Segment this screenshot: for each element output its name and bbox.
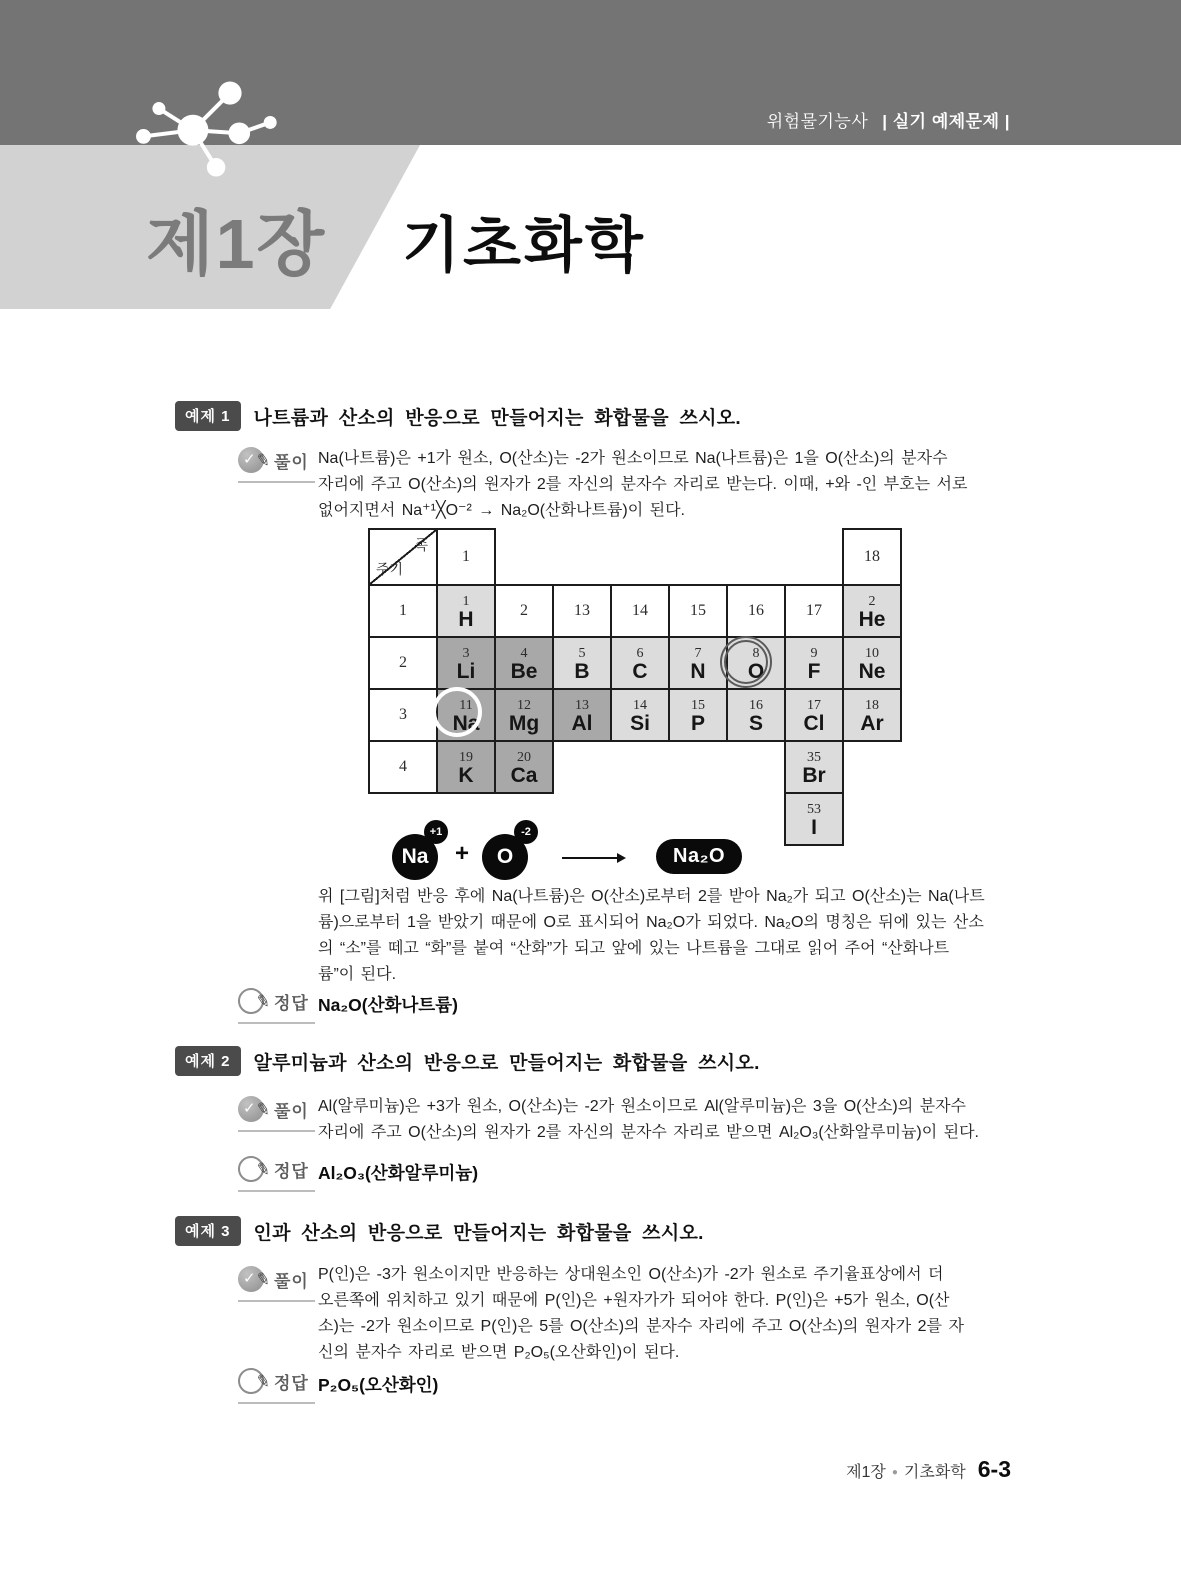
pencil-glyph: ✎ <box>254 1158 272 1181</box>
example2-question: 알루미늄과 산소의 반응으로 만들어지는 화합물을 쓰시오. <box>253 1053 760 1074</box>
page-footer <box>846 1456 1011 1483</box>
explanation-line: 륨”이 된다. <box>318 966 397 983</box>
pencil-glyph: ✎ <box>254 1098 272 1121</box>
element-cell-f <box>785 637 843 689</box>
oxygen-charge-badge: -2 <box>514 820 538 844</box>
solution-pencil-icon <box>238 447 272 477</box>
atomic-number: 35 <box>807 749 821 765</box>
chapter-number: 제1장 <box>146 205 327 283</box>
element-symbol: H <box>458 607 474 631</box>
element-symbol: Si <box>630 711 650 735</box>
element-symbol: Na <box>452 711 480 735</box>
solution-pencil-icon <box>238 1096 272 1126</box>
atomic-number: 8 <box>752 645 760 661</box>
brand-text: 위험물기능사 <box>766 112 869 131</box>
solution-line: P(인)은 -3가 원소이지만 반응하는 상대원소인 O(산소)가 -2가 원소로 주기율표상에서 더 <box>318 1266 944 1283</box>
solution-line: 신의 분자수 자리로 받으면 P₂O₅(오산화인)이 된다. <box>318 1344 680 1361</box>
element-symbol: Br <box>802 763 826 787</box>
footer-chapter: 제1장 <box>846 1464 886 1481</box>
atomic-number: 13 <box>575 697 589 713</box>
molecule-icon <box>128 68 298 180</box>
element-cell-b <box>553 637 611 689</box>
element-symbol: F <box>807 659 821 683</box>
atomic-number: 18 <box>865 697 879 713</box>
sodium-charge-badge: +1 <box>424 820 448 844</box>
solution-label: 풀이 <box>274 1102 309 1121</box>
element-cell-h <box>437 585 495 637</box>
group18-header: 18 <box>843 529 901 585</box>
atomic-number: 53 <box>807 801 821 817</box>
empty-cell <box>495 529 843 585</box>
atomic-number: 5 <box>578 645 586 661</box>
atomic-number: 12 <box>517 697 531 713</box>
solution-label: 풀이 <box>274 1272 309 1291</box>
atomic-number: 1 <box>462 593 470 609</box>
element-symbol: O <box>747 659 765 683</box>
element-cell-p <box>669 689 727 741</box>
element-symbol: N <box>690 659 706 683</box>
atomic-number: 11 <box>459 697 473 713</box>
atomic-number: 10 <box>865 645 879 661</box>
empty-cell <box>553 741 785 793</box>
empty-cell <box>843 793 901 845</box>
example2-solution-text <box>318 1094 979 1146</box>
solution-line: 없어지면서 Na⁺¹╳O⁻² → Na₂O(산화나트륨)이 된다. <box>318 502 685 519</box>
explanation-line: 의 “소”를 떼고 “화”를 붙여 “산화”가 되고 앞에 있는 나트륨을 그대로 읽어 주어 “산화나트 <box>318 940 950 957</box>
example3-question: 인과 산소의 반응으로 만들어지는 화합물을 쓰시오. <box>253 1223 704 1244</box>
element-symbol: Li <box>456 659 476 683</box>
element-cell-be <box>495 637 553 689</box>
example2-answer: Al₂O₃(산화알루미늄) <box>318 1163 479 1183</box>
solution-line: 소)는 -2가 원소이므로 P(인)은 5를 O(산소)의 분자수 자리에 주고 O(산소)의 원자가 2를 자 <box>318 1318 964 1335</box>
example1-solution-text <box>318 446 967 524</box>
example3-solution-text <box>318 1262 964 1366</box>
periodic-table-figure <box>368 528 902 846</box>
reaction-figure <box>392 818 742 880</box>
sodium-ball: Na <box>392 834 438 880</box>
section-text: | 실기 예제문제 | <box>882 112 1010 131</box>
check-glyph: ✓ <box>243 451 256 468</box>
element-symbol: Mg <box>508 711 540 735</box>
group15-header: 15 <box>669 585 727 637</box>
example3-answer: P₂O₅(오산화인) <box>318 1375 439 1395</box>
corner-cell <box>369 529 437 585</box>
element-symbol: He <box>858 607 886 631</box>
element-cell-n <box>669 637 727 689</box>
period1-label: 1 <box>369 585 437 637</box>
example1-question-row <box>175 401 741 431</box>
element-symbol: Cl <box>803 711 825 735</box>
solution-line: 자리에 주고 O(산소)의 원자가 2를 자신의 분자수 자리로 받으면 Al₂O₃(산화알루미늄)이 된다. <box>318 1124 980 1141</box>
example1-badge: 예제 1 <box>175 401 241 431</box>
header-caption <box>767 107 1010 132</box>
element-cell-ca <box>495 741 553 793</box>
answer-pencil-icon <box>238 1368 272 1398</box>
element-cell-mg <box>495 689 553 741</box>
element-cell-al <box>553 689 611 741</box>
atomic-number: 16 <box>749 697 763 713</box>
element-symbol: Ca <box>510 763 538 787</box>
group1-header: 1 <box>437 529 495 585</box>
atomic-number: 9 <box>810 645 818 661</box>
solution-label: 풀이 <box>274 453 309 472</box>
group2-header: 2 <box>495 585 553 637</box>
answer-marker-3 <box>238 1368 315 1404</box>
pencil-glyph: ✎ <box>254 1370 272 1393</box>
page-number: 6-3 <box>977 1456 1011 1482</box>
reaction-arrow-icon <box>562 852 626 864</box>
element-symbol: Ne <box>858 659 886 683</box>
example3-badge: 예제 3 <box>175 1216 241 1246</box>
product-pill: Na₂O <box>656 839 742 874</box>
explanation-line: 륨)으로부터 1을 받았기 때문에 O로 표시되어 Na₂O가 되었다. Na₂O의 명칭은 뒤에 있는 산소 <box>318 914 984 931</box>
example1-question: 나트륨과 산소의 반응으로 만들어지는 화합물을 쓰시오. <box>253 408 742 429</box>
answer-pencil-icon <box>238 1156 272 1186</box>
pencil-glyph: ✎ <box>254 990 272 1013</box>
atomic-number: 15 <box>691 697 705 713</box>
period2-label: 2 <box>369 637 437 689</box>
group-axis-label: 족 <box>414 537 428 553</box>
solution-line: 자리에 주고 O(산소)의 원자가 2를 자신의 분자수 자리로 받는다. 이때, +와 -인 부호는 서로 <box>318 476 968 493</box>
element-symbol: S <box>748 711 763 735</box>
example2-question-row <box>175 1046 760 1076</box>
element-cell-ar <box>843 689 901 741</box>
atomic-number: 7 <box>694 645 702 661</box>
element-cell-he <box>843 585 901 637</box>
check-glyph: ✓ <box>243 1100 256 1117</box>
group17-header: 17 <box>785 585 843 637</box>
example2-badge: 예제 2 <box>175 1046 241 1076</box>
example3-question-row <box>175 1216 704 1246</box>
element-cell-o <box>727 637 785 689</box>
check-glyph: ✓ <box>243 1270 256 1287</box>
pencil-glyph: ✎ <box>254 1268 272 1291</box>
atomic-number: 19 <box>459 749 473 765</box>
pencil-glyph: ✎ <box>254 449 272 472</box>
atomic-number: 4 <box>520 645 528 661</box>
element-symbol: B <box>574 659 590 683</box>
answer-label: 정답 <box>274 1162 309 1181</box>
solution-marker-3 <box>238 1266 315 1302</box>
solution-marker-2 <box>238 1096 315 1132</box>
period-axis-label: 주기 <box>376 561 404 577</box>
element-symbol: Be <box>510 659 538 683</box>
solution-line: 오른쪽에 위치하고 있기 때문에 P(인)은 +원자가가 되어야 한다. P(인)은 +5가 원소, O(산 <box>318 1292 950 1309</box>
element-symbol: Ar <box>860 711 884 735</box>
answer-marker-1 <box>238 988 315 1024</box>
element-symbol: Al <box>571 711 593 735</box>
footer-title: 기초화학 <box>903 1464 966 1481</box>
example1-answer: Na₂O(산화나트륨) <box>318 995 458 1015</box>
element-cell-br <box>785 741 843 793</box>
answer-marker-2 <box>238 1156 315 1192</box>
plus-operator: + <box>455 840 470 867</box>
element-cell-ne <box>843 637 901 689</box>
answer-label: 정답 <box>274 1374 309 1393</box>
group16-header: 16 <box>727 585 785 637</box>
solution-pencil-icon <box>238 1266 272 1296</box>
oxygen-atom <box>482 820 532 880</box>
element-symbol: P <box>690 711 705 735</box>
element-symbol: C <box>632 659 648 683</box>
atomic-number: 14 <box>633 697 647 713</box>
element-cell-na <box>437 689 495 741</box>
footer-bullet-icon: ● <box>891 1467 898 1478</box>
atomic-number: 3 <box>462 645 470 661</box>
empty-cell <box>843 741 901 793</box>
atomic-number: 20 <box>517 749 531 765</box>
atomic-number: 17 <box>807 697 821 713</box>
element-symbol: I <box>811 815 817 839</box>
atomic-number: 6 <box>636 645 644 661</box>
solution-line: Na(나트륨)은 +1가 원소, O(산소)는 -2가 원소이므로 Na(나트륨)은 1을 O(산소)의 분자수 <box>318 450 948 467</box>
solution-marker-1 <box>238 447 315 483</box>
chapter-title: 기초화학 <box>402 212 646 279</box>
element-symbol: K <box>458 763 474 787</box>
element-cell-s <box>727 689 785 741</box>
period4-label: 4 <box>369 741 437 793</box>
group13-header: 13 <box>553 585 611 637</box>
element-cell-si <box>611 689 669 741</box>
sodium-atom <box>392 820 442 880</box>
oxygen-ball: O <box>482 834 528 880</box>
element-cell-k <box>437 741 495 793</box>
element-cell-cl <box>785 689 843 741</box>
solution-line: Al(알루미늄)은 +3가 원소, O(산소)는 -2가 원소이므로 Al(알루미늄)은 3을 O(산소)의 분자수 <box>318 1098 967 1115</box>
period3-label: 3 <box>369 689 437 741</box>
element-cell-li <box>437 637 495 689</box>
example1-explanation-text <box>318 884 985 988</box>
atomic-number: 2 <box>868 593 876 609</box>
answer-pencil-icon <box>238 988 272 1018</box>
periodic-table <box>368 528 902 846</box>
element-cell-i <box>785 793 843 845</box>
element-cell-c <box>611 637 669 689</box>
group14-header: 14 <box>611 585 669 637</box>
answer-label: 정답 <box>274 994 309 1013</box>
explanation-line: 위 [그림]처럼 반응 후에 Na(나트륨)은 O(산소)로부터 2를 받아 Na₂가 되고 O(산소)는 Na(나트 <box>318 888 985 905</box>
